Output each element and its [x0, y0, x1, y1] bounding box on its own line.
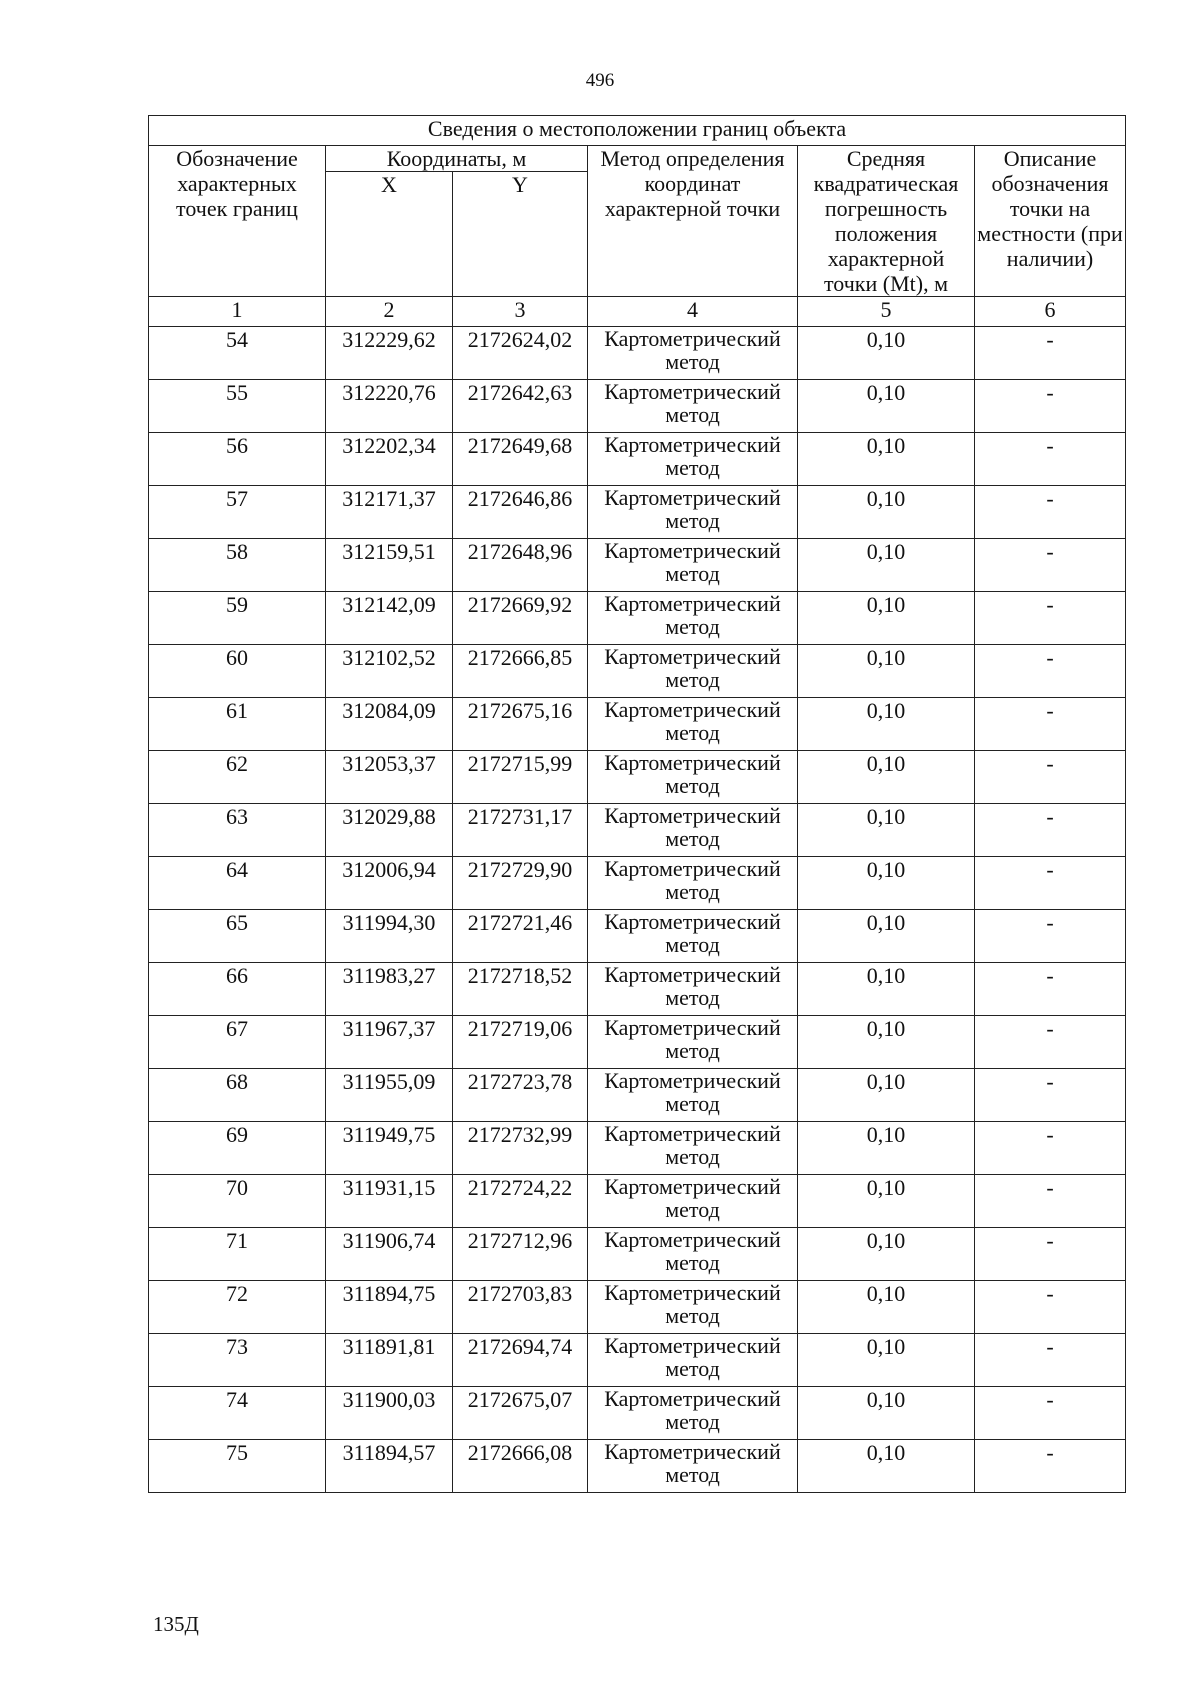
cell-point: 65 [149, 910, 326, 963]
cell-description: - [975, 380, 1126, 433]
cell-method: Картометрический метод [588, 327, 798, 380]
table-row [149, 1069, 1126, 1122]
cell-error: 0,10 [798, 1175, 975, 1228]
cell-method: Картометрический метод [588, 1175, 798, 1228]
table-row [149, 1334, 1126, 1387]
table-row [149, 1281, 1126, 1334]
header-method: Метод определения координат характерной точки [588, 146, 798, 297]
cell-x: 312159,51 [326, 539, 453, 592]
cell-point: 66 [149, 963, 326, 1016]
cell-method: Картометрический метод [588, 857, 798, 910]
cell-y: 2172649,68 [453, 433, 588, 486]
cell-description: - [975, 592, 1126, 645]
column-number: 5 [798, 297, 975, 327]
cell-description: - [975, 486, 1126, 539]
cell-point: 64 [149, 857, 326, 910]
cell-description: - [975, 857, 1126, 910]
cell-description: - [975, 1281, 1126, 1334]
page-number: 496 [585, 70, 615, 91]
cell-description: - [975, 1387, 1126, 1440]
cell-y: 2172719,06 [453, 1016, 588, 1069]
table-row [149, 645, 1126, 698]
header-x: X [326, 172, 453, 297]
column-number: 6 [975, 297, 1126, 327]
cell-y: 2172731,17 [453, 804, 588, 857]
cell-x: 312029,88 [326, 804, 453, 857]
cell-method: Картометрический метод [588, 1387, 798, 1440]
cell-x: 311955,09 [326, 1069, 453, 1122]
cell-y: 2172694,74 [453, 1334, 588, 1387]
cell-x: 312006,94 [326, 857, 453, 910]
cell-method: Картометрический метод [588, 433, 798, 486]
cell-point: 74 [149, 1387, 326, 1440]
cell-x: 312171,37 [326, 486, 453, 539]
column-number-row [149, 297, 1126, 327]
cell-method: Картометрический метод [588, 1069, 798, 1122]
cell-error: 0,10 [798, 1334, 975, 1387]
cell-error: 0,10 [798, 1228, 975, 1281]
cell-x: 311900,03 [326, 1387, 453, 1440]
cell-y: 2172729,90 [453, 857, 588, 910]
table-caption: Сведения о местоположении границ объекта [149, 116, 1126, 146]
table-row [149, 486, 1126, 539]
cell-y: 2172666,08 [453, 1440, 588, 1493]
cell-description: - [975, 804, 1126, 857]
cell-y: 2172666,85 [453, 645, 588, 698]
cell-method: Картометрический метод [588, 645, 798, 698]
cell-error: 0,10 [798, 751, 975, 804]
cell-point: 72 [149, 1281, 326, 1334]
cell-method: Картометрический метод [588, 751, 798, 804]
cell-description: - [975, 963, 1126, 1016]
table-row [149, 1228, 1126, 1281]
cell-point: 62 [149, 751, 326, 804]
cell-point: 55 [149, 380, 326, 433]
cell-error: 0,10 [798, 1069, 975, 1122]
cell-point: 68 [149, 1069, 326, 1122]
cell-error: 0,10 [798, 698, 975, 751]
cell-x: 312142,09 [326, 592, 453, 645]
cell-description: - [975, 433, 1126, 486]
cell-point: 73 [149, 1334, 326, 1387]
cell-description: - [975, 1016, 1126, 1069]
cell-point: 56 [149, 433, 326, 486]
header-coordinates: Координаты, м [326, 146, 588, 172]
cell-error: 0,10 [798, 645, 975, 698]
document-code: 135Д [153, 1612, 199, 1636]
table-row [149, 698, 1126, 751]
cell-error: 0,10 [798, 327, 975, 380]
cell-error: 0,10 [798, 1387, 975, 1440]
cell-point: 60 [149, 645, 326, 698]
header-y: Y [453, 172, 588, 297]
cell-point: 70 [149, 1175, 326, 1228]
cell-y: 2172712,96 [453, 1228, 588, 1281]
cell-description: - [975, 698, 1126, 751]
cell-error: 0,10 [798, 857, 975, 910]
cell-y: 2172723,78 [453, 1069, 588, 1122]
cell-error: 0,10 [798, 592, 975, 645]
cell-method: Картометрический метод [588, 1281, 798, 1334]
table-row [149, 963, 1126, 1016]
table-row [149, 1016, 1126, 1069]
cell-x: 311967,37 [326, 1016, 453, 1069]
cell-x: 311983,27 [326, 963, 453, 1016]
column-number: 1 [149, 297, 326, 327]
cell-y: 2172732,99 [453, 1122, 588, 1175]
cell-y: 2172646,86 [453, 486, 588, 539]
cell-method: Картометрический метод [588, 380, 798, 433]
cell-x: 311891,81 [326, 1334, 453, 1387]
column-number: 4 [588, 297, 798, 327]
cell-y: 2172675,16 [453, 698, 588, 751]
cell-error: 0,10 [798, 539, 975, 592]
cell-description: - [975, 1069, 1126, 1122]
cell-y: 2172624,02 [453, 327, 588, 380]
cell-x: 311894,75 [326, 1281, 453, 1334]
cell-error: 0,10 [798, 1016, 975, 1069]
cell-error: 0,10 [798, 804, 975, 857]
cell-y: 2172724,22 [453, 1175, 588, 1228]
table-row [149, 857, 1126, 910]
cell-method: Картометрический метод [588, 804, 798, 857]
cell-method: Картометрический метод [588, 963, 798, 1016]
cell-y: 2172642,63 [453, 380, 588, 433]
cell-description: - [975, 1228, 1126, 1281]
cell-y: 2172675,07 [453, 1387, 588, 1440]
cell-method: Картометрический метод [588, 592, 798, 645]
cell-error: 0,10 [798, 910, 975, 963]
cell-x: 312229,62 [326, 327, 453, 380]
table-row [149, 1175, 1126, 1228]
cell-point: 63 [149, 804, 326, 857]
cell-x: 311906,74 [326, 1228, 453, 1281]
cell-method: Картометрический метод [588, 1228, 798, 1281]
cell-y: 2172721,46 [453, 910, 588, 963]
cell-description: - [975, 1440, 1126, 1493]
cell-method: Картометрический метод [588, 698, 798, 751]
table-row [149, 592, 1126, 645]
cell-description: - [975, 539, 1126, 592]
cell-point: 54 [149, 327, 326, 380]
cell-x: 311949,75 [326, 1122, 453, 1175]
cell-point: 61 [149, 698, 326, 751]
cell-method: Картометрический метод [588, 486, 798, 539]
cell-point: 67 [149, 1016, 326, 1069]
cell-point: 71 [149, 1228, 326, 1281]
cell-y: 2172648,96 [453, 539, 588, 592]
cell-x: 312220,76 [326, 380, 453, 433]
table-row [149, 804, 1126, 857]
cell-point: 59 [149, 592, 326, 645]
cell-error: 0,10 [798, 1440, 975, 1493]
cell-description: - [975, 1175, 1126, 1228]
cell-method: Картометрический метод [588, 1440, 798, 1493]
table-row [149, 1122, 1126, 1175]
cell-y: 2172703,83 [453, 1281, 588, 1334]
cell-point: 58 [149, 539, 326, 592]
cell-method: Картометрический метод [588, 539, 798, 592]
cell-error: 0,10 [798, 486, 975, 539]
cell-y: 2172669,92 [453, 592, 588, 645]
cell-description: - [975, 1122, 1126, 1175]
cell-error: 0,10 [798, 963, 975, 1016]
table-row [149, 539, 1126, 592]
cell-x: 311894,57 [326, 1440, 453, 1493]
cell-error: 0,10 [798, 1281, 975, 1334]
cell-method: Картометрический метод [588, 910, 798, 963]
cell-point: 57 [149, 486, 326, 539]
cell-error: 0,10 [798, 380, 975, 433]
cell-point: 69 [149, 1122, 326, 1175]
cell-y: 2172718,52 [453, 963, 588, 1016]
table-row [149, 433, 1126, 486]
cell-point: 75 [149, 1440, 326, 1493]
cell-method: Картометрический метод [588, 1016, 798, 1069]
cell-error: 0,10 [798, 433, 975, 486]
cell-description: - [975, 1334, 1126, 1387]
table-row [149, 751, 1126, 804]
cell-method: Картометрический метод [588, 1122, 798, 1175]
cell-description: - [975, 327, 1126, 380]
cell-error: 0,10 [798, 1122, 975, 1175]
cell-method: Картометрический метод [588, 1334, 798, 1387]
table-row [149, 1440, 1126, 1493]
cell-x: 312102,52 [326, 645, 453, 698]
table-row [149, 910, 1126, 963]
table-row [149, 380, 1126, 433]
boundary-coordinates-table [148, 115, 1126, 1493]
cell-description: - [975, 910, 1126, 963]
cell-description: - [975, 751, 1126, 804]
table-row [149, 1387, 1126, 1440]
cell-x: 312084,09 [326, 698, 453, 751]
header-point: Обозначение характерных точек границ [149, 146, 326, 297]
cell-y: 2172715,99 [453, 751, 588, 804]
cell-x: 312202,34 [326, 433, 453, 486]
cell-x: 312053,37 [326, 751, 453, 804]
cell-x: 311994,30 [326, 910, 453, 963]
column-number: 3 [453, 297, 588, 327]
header-error: Средняя квадратическая погрешность положения характерной точки (Mt), м [798, 146, 975, 297]
cell-description: - [975, 645, 1126, 698]
cell-x: 311931,15 [326, 1175, 453, 1228]
header-description: Описание обозначения точки на местности (при наличии) [975, 146, 1126, 297]
column-number: 2 [326, 297, 453, 327]
table-row [149, 327, 1126, 380]
